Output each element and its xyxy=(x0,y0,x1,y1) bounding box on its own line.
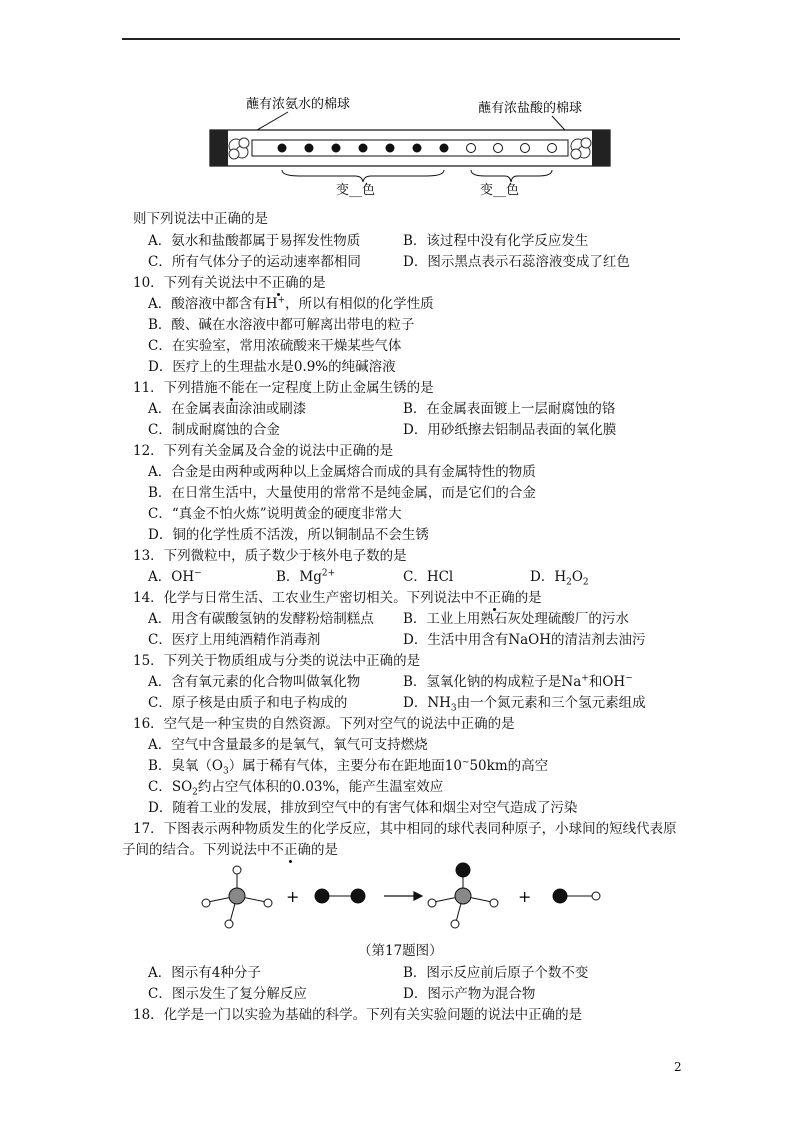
label-left: 蘸有浓氨水的棉球 xyxy=(246,97,351,112)
q16-option-d: D．随着工业的发展，排放到空气中的有害气体和烟尘对空气造成了污染 xyxy=(148,800,578,816)
q12-option-d: D．铜的化学性质不活泼，所以铜制品不会生锈 xyxy=(148,527,429,543)
q11-option-b: B．在金属表面镀上一层耐腐蚀的铬 xyxy=(403,401,616,417)
brace-label-left: 变__色 xyxy=(336,183,376,198)
molecule-black-diatomic-icon xyxy=(315,889,365,903)
label-right: 蘸有浓盐酸的棉球 xyxy=(478,101,583,116)
q14-option-d: D．生活中用含有NaOH的清洁剂去油污 xyxy=(403,632,646,648)
cotton-ball-left-icon xyxy=(229,138,249,159)
left-stopper xyxy=(210,130,228,166)
emphasis-mark: 不能 xyxy=(217,380,245,396)
q13-option-a: A．OH− xyxy=(148,568,202,585)
q15-option-b: B．氢氧化钠的构成粒子是Na+和OH− xyxy=(403,673,633,690)
plus-sign-2: + xyxy=(518,887,532,906)
diffusion-tube-figure xyxy=(200,92,630,202)
q9-option-a: A．氨水和盐酸都属于易挥发性物质 xyxy=(148,233,361,249)
q12-option-a: A．合金是由两种或两种以上金属熔合而成的具有金属特性的物质 xyxy=(148,464,536,480)
molecule-ch4-like-icon xyxy=(202,866,272,928)
q9-option-c: C．所有气体分子的运动速率都相同 xyxy=(148,254,361,270)
q15-option-d: D．$NH_3$由一个氮元素和三个氢元素组成 xyxy=(403,695,646,714)
q10-stem: 10．下列有关说法中不正确的是 xyxy=(133,275,326,291)
plus-sign-1: + xyxy=(286,887,300,906)
q13-stem: 13．下列微粒中，质子数少于核外电子数的是 xyxy=(133,548,407,564)
q11-option-d: D．用砂纸擦去铝制品表面的氧化膜 xyxy=(403,422,617,438)
q16-option-c: C．$SO_2$约占空气体积的0.03%，能产生温室效应 xyxy=(148,779,444,798)
reaction-arrow-icon xyxy=(384,892,422,900)
q12-option-b: B．在日常生活中，大量使用的常常不是纯金属，而是它们的合金 xyxy=(148,485,536,501)
q12-option-c: C．“真金不怕火炼”说明黄金的硬度非常大 xyxy=(148,506,402,522)
q14-option-b: B．工业上用熟石灰处理硫酸厂的污水 xyxy=(403,611,629,627)
q17-figure-caption: （第17题图） xyxy=(358,943,443,959)
q13-option-d: D．$H_2O_2$ xyxy=(530,569,589,588)
q17-stem-line2: 子间的结合。下列说法中不正确的是 xyxy=(122,842,338,858)
q9-option-b: B．该过程中没有化学反应发生 xyxy=(403,233,589,249)
q17-option-c: C．图示发生了复分解反应 xyxy=(148,986,307,1002)
q9-stem: 则下列说法中正确的是 xyxy=(133,211,268,227)
q10-option-c: C．在实验室，常用浓硫酸来干燥某些气体 xyxy=(148,338,402,354)
q17-option-d: D．图示产物为混合物 xyxy=(403,986,536,1002)
q9-option-d: D．图示黑点表示石蕊溶液变成了红色 xyxy=(403,254,630,270)
q15-option-a: A．含有氧元素的化合物叫做氧化物 xyxy=(148,674,361,690)
emphasis-mark: 不正确 xyxy=(270,842,311,858)
q17-option-a: A．图示有4种分子 xyxy=(148,965,261,981)
q12-stem: 12．下列有关金属及合金的说法中正确的是 xyxy=(133,443,394,459)
molecule-ch3-black-icon xyxy=(428,863,498,928)
q15-stem: 15．下列关于物质组成与分类的说法中正确的是 xyxy=(133,653,421,669)
q10-option-d: D．医疗上的生理盐水是0.9%的纯碱溶液 xyxy=(148,359,396,375)
right-stopper xyxy=(592,130,610,166)
emphasis-mark: 不正确 xyxy=(258,275,299,291)
q17-stem-line1: 17．下图表示两种物质发生的化学反应，其中相同的球代表同种原子，小球间的短线代表原 xyxy=(133,821,677,837)
q15-option-c: C．原子核是由质子和电子构成的 xyxy=(148,695,348,711)
emphasis-mark: 不正确 xyxy=(474,590,515,606)
q13-option-c: C．HCl xyxy=(403,569,454,585)
q16-option-b: B．臭氧$(O_3)$属于稀有气体，主要分布在距地面10~50km的高空 xyxy=(148,757,549,777)
q10-option-b: B．酸、碱在水溶液中都可解离出带电的粒子 xyxy=(148,317,415,333)
q10-option-a: A．酸溶液中都含有H+，所以有相似的化学性质 xyxy=(148,295,434,312)
q18-stem: 18．化学是一门以实验为基础的科学。下列有关实验问题的说法中正确的是 xyxy=(133,1007,583,1023)
molecule-black-white-diatomic-icon xyxy=(553,889,600,903)
q16-option-a: A．空气中含量最多的是氧气，氧气可支持燃烧 xyxy=(148,737,428,753)
q11-option-a: A．在金属表面涂油或刷漆 xyxy=(148,401,307,417)
q14-option-c: C．医疗上用纯酒精作消毒剂 xyxy=(148,632,321,648)
reaction-molecule-figure xyxy=(200,860,620,940)
brace-label-right: 变__色 xyxy=(480,183,520,198)
q14-option-a: A．用含有碳酸氢钠的发酵粉焙制糕点 xyxy=(148,611,374,627)
q11-option-c: C．制成耐腐蚀的合金 xyxy=(148,422,280,438)
page-number: 2 xyxy=(674,1060,682,1074)
header-rule xyxy=(122,38,680,40)
q17-option-b: B．图示反应前后原子个数不变 xyxy=(403,965,589,981)
q16-stem: 16．空气是一种宝贵的自然资源。下列对空气的说法中正确的是 xyxy=(133,716,515,732)
q14-stem: 14．化学与日常生活、工农业生产密切相关。下列说法中不正确的是 xyxy=(133,590,542,606)
q11-stem: 11．下列措施不能在一定程度上防止金属生锈的是 xyxy=(133,380,434,396)
q13-option-b: B．$Mg^{2+}$ xyxy=(276,568,336,585)
cotton-ball-right-icon xyxy=(571,138,591,159)
